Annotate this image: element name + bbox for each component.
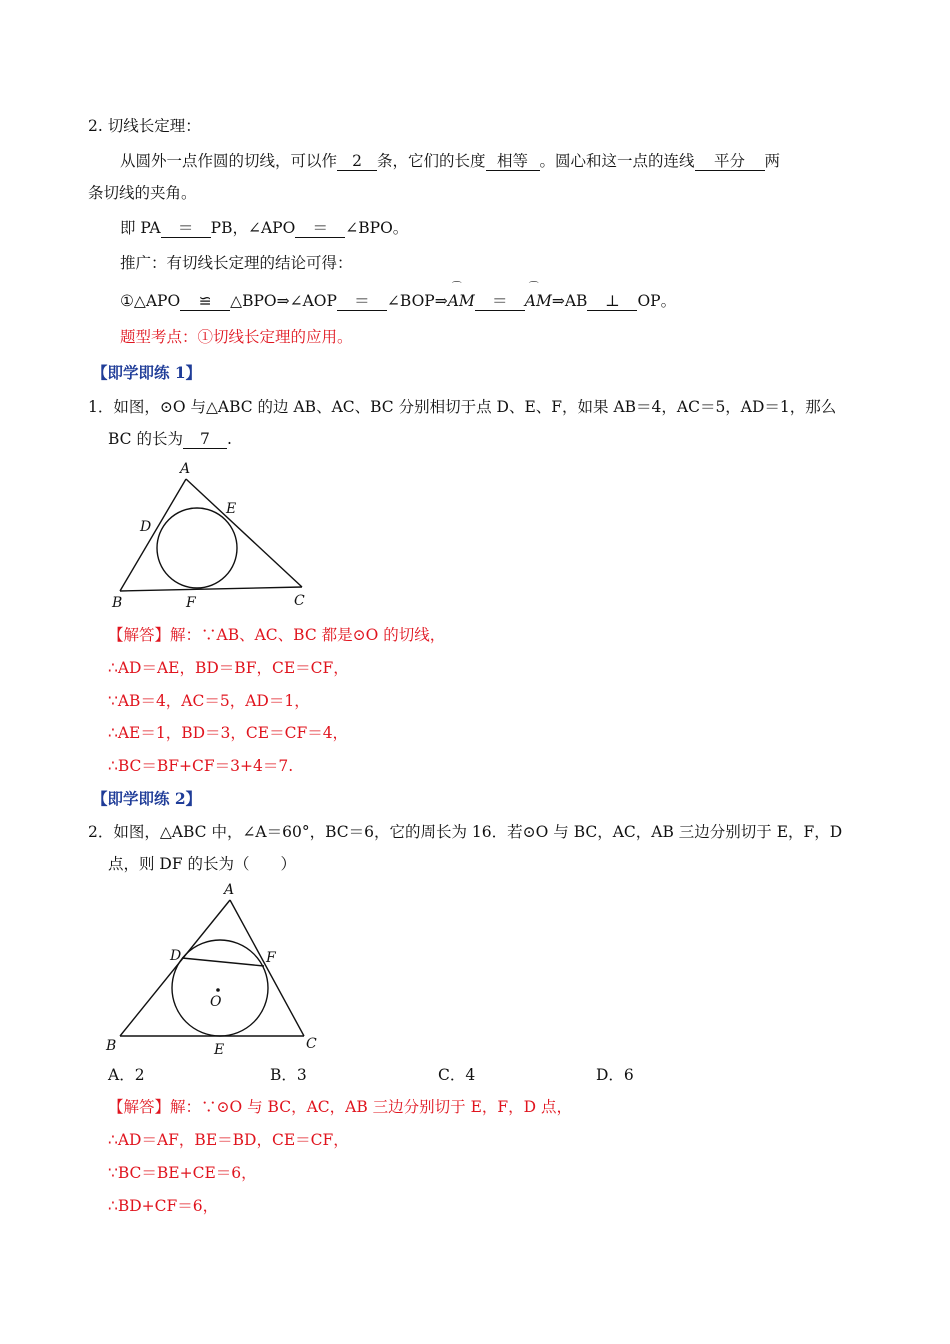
answer-blank: 相等	[486, 152, 540, 171]
side-ac	[230, 900, 304, 1036]
text: △BPO⇒∠AOP	[230, 292, 337, 310]
arc-am: ⌒ AM	[525, 290, 552, 312]
theorem-equation	[120, 217, 408, 239]
exercise-2-figure	[100, 878, 340, 1058]
exercise-1-solution-line-3: ∵AB＝4，AC＝5，AD＝1，	[108, 692, 310, 710]
exercise-1-solution-line-5: ∴BC＝BF+CF＝3+4＝7.	[108, 757, 294, 775]
label-f: F	[266, 950, 276, 966]
theorem-paragraph-line-1	[120, 150, 780, 172]
side-ac	[186, 479, 302, 587]
option-b: B．3	[270, 1066, 307, 1084]
text: OP。	[637, 292, 677, 310]
label-a: A	[224, 882, 235, 898]
exercise-1-question-line-1: 1．如图，⊙O 与△ABC 的边 AB、AC、BC 分别相切于点 D、E、F，如果 AB＝4，AC＝5，AD＝1，那么	[88, 398, 837, 416]
incircle	[172, 940, 268, 1036]
text: ∠BOP⇒	[386, 292, 448, 310]
exercise-1-figure	[100, 455, 320, 615]
text: ∠BPO。	[345, 219, 409, 237]
text: 条，它们的长度	[377, 152, 486, 170]
section-heading: 2. 切线长定理：	[88, 117, 201, 135]
label-e: E	[226, 501, 237, 517]
exercise-1-solution-line-4: ∴AE＝1，BD＝3，CE＝CF＝4，	[108, 724, 349, 742]
answer-blank: ＝	[475, 292, 525, 311]
label-b: B	[112, 595, 123, 611]
answer-blank: ＝	[295, 219, 345, 238]
exercise-1-solution-line-2: ∴AD＝AE，BD＝BF，CE＝CF，	[108, 659, 349, 677]
theorem-paragraph-line-2: 条切线的夹角。	[88, 184, 197, 202]
text: 从圆外一点作圆的切线，可以作	[120, 152, 338, 170]
exercise-2-solution-line-2: ∴AD＝AF，BE＝BD，CE＝CF，	[108, 1131, 349, 1149]
exercise-2-question-line-1: 2．如图，△ABC 中，∠A＝60°，BC＝6，它的周长为 16．若⊙O 与 BC，AC，AB 三边分别切于 E，F，D	[88, 823, 843, 841]
exercise-2-solution-line-1: 【解答】解：∵⊙O 与 BC，AC，AB 三边分别切于 E，F，D 点，	[108, 1098, 573, 1116]
label-o: O	[210, 994, 222, 1010]
answer-blank: ⊥	[587, 292, 637, 311]
topic-note: 题型考点：①切线长定理的应用。	[120, 328, 353, 346]
option-d: D．6	[596, 1066, 634, 1084]
option-a: A．2	[108, 1066, 145, 1084]
label-e: E	[214, 1042, 225, 1058]
answer-blank: ＝	[161, 219, 211, 238]
exercise-2-tag: 【即学即练 2】	[92, 789, 202, 808]
answer-blank: 平分	[695, 152, 765, 171]
center-dot	[216, 988, 220, 992]
generalization-chain	[120, 290, 676, 312]
answer-blank: 7	[183, 430, 227, 449]
option-c: C．4	[438, 1066, 476, 1084]
text: ⇒AB	[551, 292, 588, 310]
text: 。圆心和这一点的连线	[539, 152, 695, 170]
exercise-1-tag: 【即学即练 1】	[92, 363, 202, 382]
text: PB，∠APO	[210, 219, 296, 237]
side-ab	[120, 900, 230, 1036]
text: .	[226, 430, 232, 448]
answer-blank: 2	[337, 152, 377, 171]
generalization-intro: 推广：有切线长定理的结论可得：	[120, 254, 353, 272]
text: BC 的长为	[108, 430, 183, 448]
exercise-2-solution-line-4: ∴BD+CF＝6，	[108, 1197, 219, 1215]
label-a: A	[180, 461, 191, 477]
label-c: C	[306, 1036, 317, 1052]
exercise-1-question-line-2	[108, 428, 232, 450]
label-d: D	[140, 519, 152, 535]
label-f: F	[186, 595, 196, 611]
arc-am: ⌒ AM	[448, 290, 475, 312]
answer-blank: ＝	[337, 292, 387, 311]
side-ab	[120, 479, 186, 591]
exercise-2-solution-line-3: ∵BC＝BE+CE＝6，	[108, 1164, 257, 1182]
exercise-1-solution-line-1: 【解答】解：∵AB、AC、BC 都是⊙O 的切线，	[108, 626, 446, 644]
text: ①△APO	[120, 292, 181, 310]
label-d: D	[170, 948, 182, 964]
label-c: C	[294, 593, 305, 609]
exercise-2-question-line-2: 点，则 DF 的长为（ ）	[108, 855, 297, 873]
text: 即 PA	[120, 219, 161, 237]
incircle	[157, 508, 237, 588]
text: 两	[764, 152, 781, 170]
answer-blank: ≌	[180, 292, 230, 311]
segment-df	[182, 958, 264, 966]
side-bc	[120, 587, 302, 591]
label-b: B	[106, 1038, 117, 1054]
